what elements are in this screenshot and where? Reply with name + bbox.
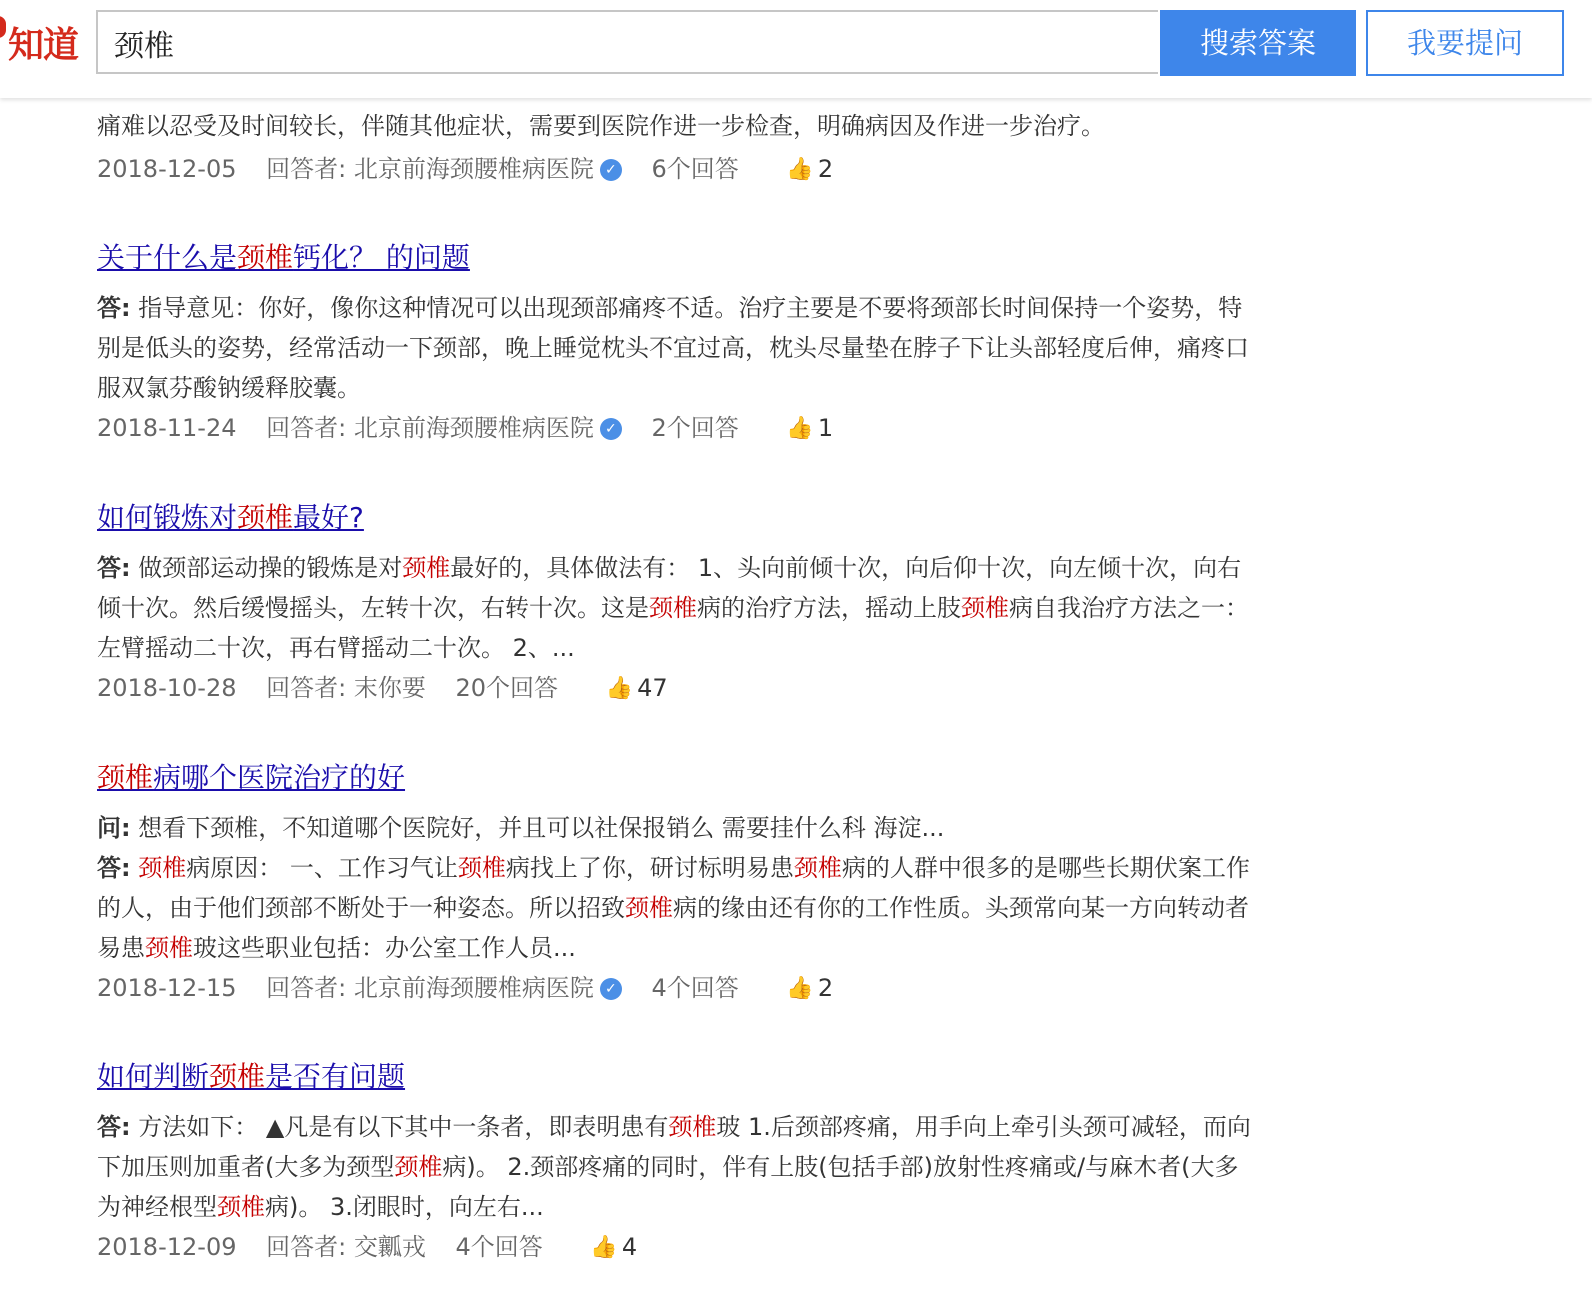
like-button[interactable] [590,1227,637,1268]
answer-body: 玻 1.后颈部疼痛，用手向上牵引头颈可减轻，而向下加压则加重者(大多为颈型 [97,1113,1251,1181]
answer-count[interactable]: 4个回答 [651,974,739,1002]
header [0,0,1592,98]
thumbs-up-icon: 👍 [786,416,814,441]
keyword-highlight: 颈椎 [138,854,187,882]
ask-question-button[interactable]: 我要提问 [1366,10,1564,76]
verified-icon: ✓ [600,418,622,440]
answer-text [97,548,1257,668]
like-count: 47 [637,674,668,702]
answer-label: 答: [97,554,131,582]
like-count: 2 [817,974,834,1002]
question-label: 问: [97,814,131,842]
keyword-highlight: 颈椎 [649,594,697,622]
baidu-paw-icon[interactable] [0,16,6,38]
date: 2018-11-24 [97,414,237,442]
answer-label: 答: [97,854,131,882]
title-text: 关于什么是 [97,241,238,274]
answerer-name[interactable]: 北京前海颈腰椎病医院 [353,974,594,1002]
answer-body: 病的人群中很多的是哪些长期伏案工作的人，由于他们颈部不断处于一种姿态。所以招致 [97,854,1250,922]
thumbs-up-icon: 👍 [786,157,814,182]
answerer-name[interactable]: 交瓤戎 [353,1233,426,1261]
answer-label: 答: [97,294,131,322]
like-button[interactable] [786,968,833,1009]
keyword-highlight: 颈椎 [793,854,842,882]
answer-text: 痛难以忍受及时间较长，伴随其他症状，需要到医院作进一步检查，明确病因及作进一步治疗。 [97,112,1105,140]
result-title-link[interactable] [97,500,1257,536]
answerer-label: 回答者: [266,1233,347,1261]
keyword-highlight: 颈椎 [625,894,673,922]
thumbs-up-icon: 👍 [786,976,814,1001]
result-title-link[interactable] [97,760,1257,796]
result-item [97,240,1257,449]
like-count: 4 [621,1233,638,1261]
answer-body: 病)。 3.闭眼时，向左右... [265,1193,544,1221]
answer-body: 病的治疗方法，摇动上肢 [697,594,961,622]
result-meta [97,968,1257,1009]
keyword-highlight: 颈椎 [668,1113,717,1141]
like-count: 1 [817,414,834,442]
answerer-name[interactable]: 末你要 [353,674,426,702]
answer-body: 玻这些职业包括：办公室工作人员... [193,934,576,962]
answer-body: 最好的，具体做法有： 1、头向前倾十次，向后仰十次，向左倾十次，向右倾十次。然后缓慢摇头，左转十次，右转十次。这是 [97,554,1242,622]
verified-icon: ✓ [600,159,622,181]
title-highlight: 颈椎 [209,1060,266,1093]
thumbs-up-icon: 👍 [605,676,634,701]
title-text: 是否有问题 [265,1060,406,1093]
keyword-highlight: 颈椎 [961,594,1009,622]
title-text: 钙化？ 的问题 [293,241,470,274]
keyword-highlight: 颈椎 [217,1193,265,1221]
keyword-highlight: 颈椎 [145,934,193,962]
search-answer-button[interactable]: 搜索答案 [1160,10,1356,76]
title-text: 病哪个医院治疗的好 [153,761,406,794]
thumbs-up-icon: 👍 [590,1235,618,1260]
question-text [97,808,1257,848]
search-input[interactable] [112,12,1136,74]
result-title-link[interactable] [97,240,1257,276]
question-body: 想看下颈椎，不知道哪个医院好，并且可以社保报销么 需要挂什么科 海淀... [138,814,945,842]
answer-text [97,288,1257,408]
answer-body: 病原因： 一、工作习气让 [186,854,458,882]
verified-icon: ✓ [600,978,622,1000]
answer-count[interactable]: 4个回答 [455,1233,543,1261]
answer-label: 答: [97,1113,131,1141]
answer-body: 病自我治疗方法之一：左臂摇动二十次，再右臂摇动二十次。 2、... [97,594,1249,662]
zhidao-logo[interactable]: 知道 [8,25,79,66]
like-button[interactable] [786,408,833,449]
result-meta [97,408,1257,449]
result-meta [97,668,1257,709]
answerer-label: 回答者: [266,414,347,442]
answer-count[interactable]: 20个回答 [455,674,559,702]
result-title-link[interactable] [97,1059,1257,1095]
keyword-highlight: 颈椎 [457,854,506,882]
date: 2018-12-05 [97,155,237,183]
answer-text [97,1107,1257,1227]
keyword-highlight: 颈椎 [402,554,451,582]
title-highlight: 颈椎 [97,761,154,794]
like-count: 2 [817,155,834,183]
search-box[interactable] [96,10,1158,74]
answerer-label: 回答者: [266,155,347,183]
like-button[interactable] [606,668,668,709]
title-text: 如何判断 [97,1060,210,1093]
answer-body: 指导意见：你好，像你这种情况可以出现颈部痛疼不适。治疗主要是不要将颈部长时间保持一个姿势，特别是低头的姿势，经常活动一下颈部，晚上睡觉枕头不宜过高，枕头尽量垫在脖子下让头部轻度后伸，痛疼口服双氯芬酸钠缓释胶囊。 [97,294,1249,402]
result-item [97,1059,1257,1268]
title-highlight: 颈椎 [237,241,294,274]
answer-text [97,848,1257,968]
result-item [97,106,1257,190]
date: 2018-12-09 [97,1233,237,1261]
title-text: 如何锻炼对 [97,501,238,534]
answer-count[interactable]: 6个回答 [651,155,739,183]
result-meta [97,1227,1257,1268]
answerer-label: 回答者: [266,674,347,702]
answerer-name[interactable]: 北京前海颈腰椎病医院 [353,155,594,183]
date: 2018-10-28 [97,674,237,702]
result-item [97,500,1257,709]
answer-count[interactable]: 2个回答 [651,414,739,442]
answer-body: 病找上了你，研讨标明易患 [505,854,794,882]
answer-body: 病)。 2.颈部疼痛的同时，伴有上肢(包括手部)放射性疼痛或/与麻木者(大多为神经根型 [97,1153,1239,1221]
result-meta [97,149,1257,190]
keyword-highlight: 颈椎 [394,1153,443,1181]
like-button[interactable] [786,149,833,190]
answer-body: 方法如下： ▲凡是有以下其中一条者，即表明患有 [138,1113,669,1141]
answer-body: 做颈部运动操的锻炼是对 [138,554,403,582]
answerer-name[interactable]: 北京前海颈腰椎病医院 [353,414,594,442]
answer-body: 病的缘由还有你的工作性质。头颈常向某一方向转动者易患 [97,894,1249,962]
title-text: 最好? [293,501,364,534]
date: 2018-12-15 [97,974,237,1002]
title-highlight: 颈椎 [237,501,294,534]
answerer-label: 回答者: [266,974,347,1002]
result-item [97,760,1257,1009]
